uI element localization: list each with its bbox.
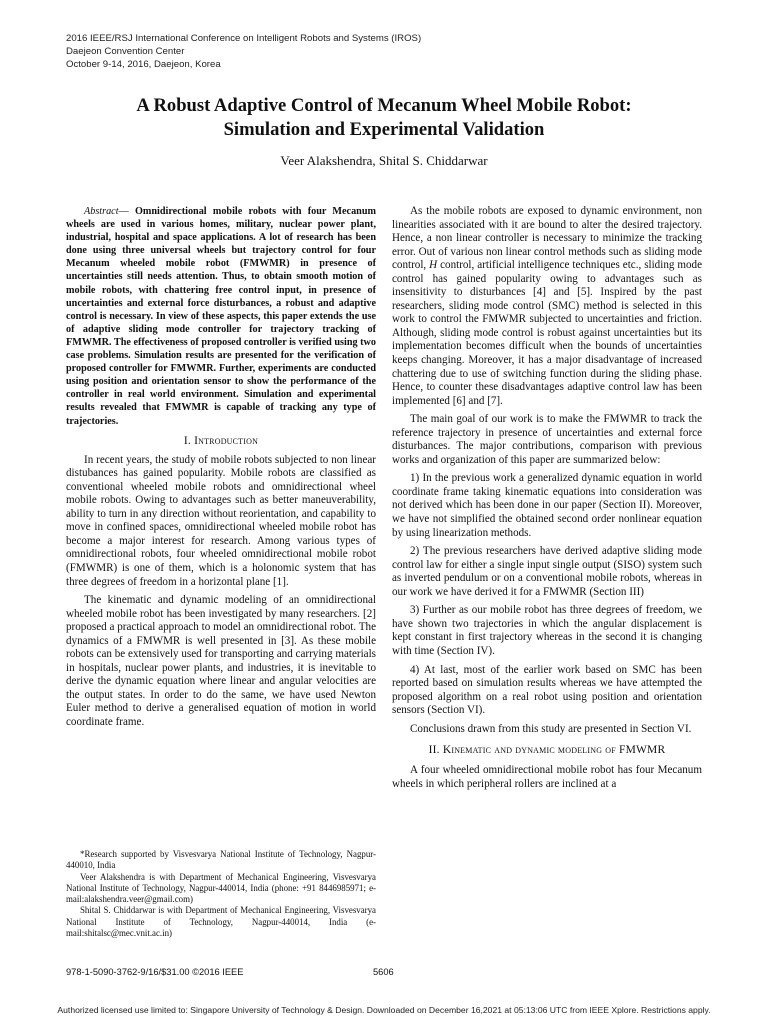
paper-title — [40, 94, 728, 142]
right-column — [392, 205, 702, 791]
footnote-author-1: Veer Alakshendra is with Department of Mechanical Engineering, Visvesvarya National Institute of Technology, Nagpur-440014, India (phone: +91 8446985971; e-mail:alakshendra.veer@gmail.com) — [66, 871, 376, 905]
right-paragraph-1-text-a: As the mobile robots are exposed to dynamic environment, non linearities associated with it are bound to alter the desired trajectory. Hence, a non linear controller is necessary to minimize the tracking error. Out of various non linear control methods such as sliding mode control, — [392, 205, 702, 272]
section-heading-introduction: I. Introduction — [183, 434, 259, 447]
intro-paragraph-2: The kinematic and dynamic modeling of an omnidirectional wheeled mobile robot has been investigated by many researchers. [2] proposed a practical approach to model an omnidirectional robot. The dynamics of a FMWMR is well presented in [3]. As these mobile robots can be extensively used for transporting and carrying materials in hospitals, nuclear power plants, and industries, it is inevitable to derive the dynamic equation where linear and angular velocities are the output states. In order to do the same, we have used Newton Euler method to derive a generalised equation of motion in world coordinate frame. — [66, 594, 376, 728]
conclusions-paragraph: Conclusions drawn from this study are presented in Section VI. — [410, 722, 692, 735]
abstract-text: Omnidirectional mobile robots with four Mecanum wheels are used in various homes, military, nuclear power plant, industrial, hospital and space applications. A lot of research has been done using three universal wheels but trajectory control for four Mecanum wheeled mobile robot (FMWMR) in presence of uncertainties still needs attention. Thus, to obtain smooth motion of mobile robots, with chattering free control input, in presence of uncertainties and external force disturbances, a robust and adaptive control is necessary. In view of these aspects, this paper extends the use of adaptive sliding mode controller for trajectory tracking of FMWMR. The effectiveness of proposed controller is verified using two case problems. Simulation results are presented for the verification of proposed controller for FMWMR. Further, experiments are conducted using position and orientation sensor to show the performance of the controller in real world environment. Simulation and experimental results revealed that FMWMR is capable of tracking any type of trajectories. — [66, 206, 376, 427]
paper-title-line1: A Robust Adaptive Control of Mecanum Wheel Mobile Robot: — [136, 95, 632, 116]
right-paragraph-1-text-b: control, artificial intelligence techniques etc., sliding mode control has gained popularity owing to advantages such as insensitivity to disturbances [4] and [5]. Inspired by the past researchers, sliding mode control (SMC) method is selected in this work to control the FMWMR subjected to uncertainties and friction. Although, sliding mode control is robust against uncertainties but its implementation becomes difficult when the bounds of uncertainties keeps changing. Moreover, it has a major disadvantage of increased chattering due to use of switching function during the sliding phase. Hence, to counter these disadvantages adaptive control law has been implemented [6] and [7]. — [392, 259, 702, 407]
contribution-2: 2) The previous researchers have derived adaptive sliding mode control law for either a single input single output (SISO) system such as inverted pendulum or on a conventional mobile robots, whereas in our work we have derived it for a FMWMR (Section III) — [392, 545, 702, 598]
abstract-label: Abstract — [84, 206, 119, 217]
license-notice: Authorized licensed use limited to: Singapore University of Technology & Design. Downloaded on December 16,2021 at 05:13:06 UTC from IEEE Xplore. Restrictions apply. — [57, 1005, 711, 1015]
copyright-line: 978-1-5090-3762-9/16/$31.00 ©2016 IEEE — [66, 967, 244, 977]
left-column — [66, 205, 376, 730]
page-number: 5606 — [373, 967, 394, 977]
footnote-author-2: Shital S. Chiddarwar is with Department of Mechanical Engineering, Visvesvarya National Institute of Technology, Nagpur-440014, India (e-mail:shitalsc@mec.vnit.ac.in) — [66, 905, 376, 939]
modeling-paragraph: A four wheeled omnidirectional mobile robot has four Mecanum wheels in which peripheral rollers are inclined at a — [392, 764, 702, 790]
conference-header — [66, 33, 566, 71]
intro-paragraph-1: In recent years, the study of mobile robots subjected to non linear distubances has gained popularity. Mobile robots are classified as conventional wheeled mobile robots and omnidirectional wheel mobile robots. Owing to advantages such as better maneuverability, ability to turn in any direction without reorientation, and capability to move in confined spaces, omnidirectional wheeled mobile robot has become a major interest for research. Among various types of omnidirectional robots, four wheeled omnidirectional mobile robot (FMWMR) is one of them, which is a holonomic system that has three degrees of freedom in a horizontal plane [1]. — [66, 453, 376, 588]
footnote-research-support: *Research supported by Visvesvarya National Institute of Technology, Nagpur-440010, India — [66, 849, 376, 871]
conference-name: 2016 IEEE/RSJ International Conference on Intelligent Robots and Systems (IROS) — [66, 33, 422, 44]
contribution-3: 3) Further as our mobile robot has three degrees of freedom, we have shown two trajectories in which the angular displacement is kept constant in first trajectory whereas in the second it is changing with time (Section IV). — [392, 604, 702, 657]
right-paragraph-2: The main goal of our work is to make the FMWMR to track the reference trajectory in presence of uncertainties and external force disturbances. The major contributions, comparison with previous works and organization of this paper are summarized below: — [392, 413, 702, 466]
abstract — [66, 205, 376, 428]
abstract-dash: — — [118, 206, 135, 217]
paper-authors: Veer Alakshendra, Shital S. Chiddarwar — [280, 153, 488, 168]
right-paragraph-1 — [392, 205, 702, 408]
conference-dates: October 9-14, 2016, Daejeon, Korea — [66, 58, 221, 70]
contribution-1: 1) In the previous work a generalized dynamic equation in world coordinate frame taking kinematic equations into consideration was not derived which has been done in our paper (Section II). Moreover, we have not simplified the obtained second order nonlinear equation by using linearization methods. — [392, 472, 702, 539]
contribution-4: 4) At last, most of the earlier work based on SMC has been reported based on simulation results whereas we have attempted the proposed algorithm on a real robot using position and orientation sensors (Section VI). — [392, 663, 702, 717]
h-infinity-symbol: H — [429, 259, 438, 272]
section-heading-modeling: II. Kinematic and dynamic modeling of FMWMR — [428, 744, 666, 757]
conference-venue: Daejeon Convention Center — [66, 45, 185, 57]
paper-title-line2: Simulation and Experimental Validation — [223, 119, 545, 140]
footnotes — [66, 849, 376, 939]
